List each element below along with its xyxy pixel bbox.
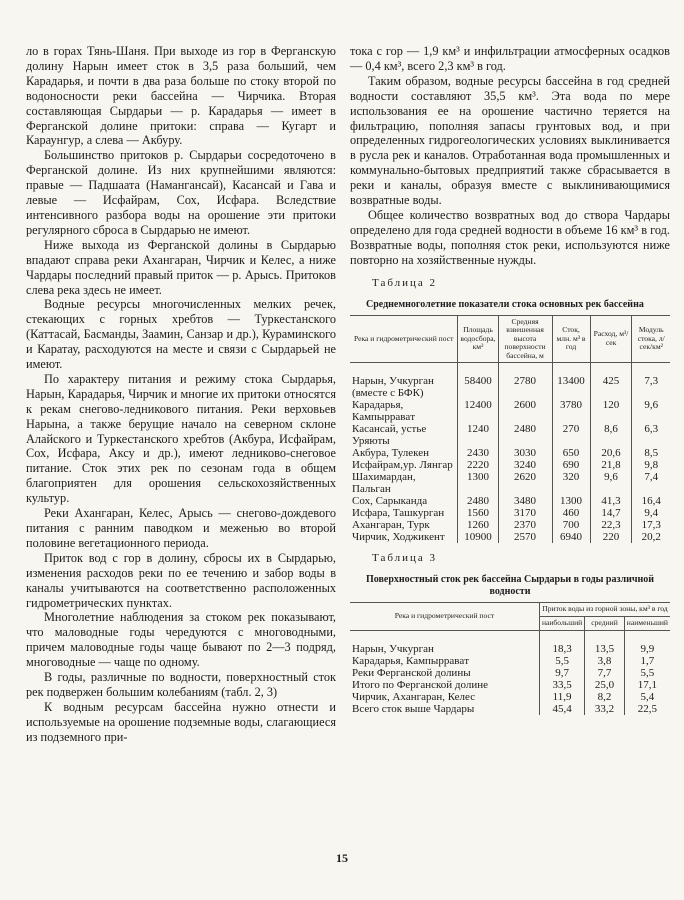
area-cell: 2220 bbox=[458, 459, 498, 471]
high-cell: 11,9 bbox=[539, 691, 584, 703]
low-cell: 5,4 bbox=[624, 691, 670, 703]
left-text-column bbox=[26, 44, 336, 745]
table-row bbox=[350, 655, 670, 667]
area-cell: 2430 bbox=[458, 447, 498, 459]
table-row bbox=[350, 495, 670, 507]
height-cell: 3170 bbox=[498, 507, 552, 519]
module-cell: 8,5 bbox=[632, 447, 670, 459]
river-name-cell: Карадарья, Кампырравaт bbox=[352, 654, 470, 667]
river-name-cell: Чирчик, Ходжикент bbox=[352, 531, 445, 544]
mid-cell: 33,2 bbox=[585, 703, 625, 715]
flow-cell: 460 bbox=[552, 507, 590, 519]
high-cell: 45,4 bbox=[539, 703, 584, 715]
paragraph: ло в горах Тянь-Шаня. При выходе из гор в Ферганскую долину Нарын имеет сток в 3,5 раза больший, чем Карадарья, и почти в два раза больше по стоку второй по водоносности реки бассейна — Чирчика. Вторая составляющая Сырдарьи — р. Карадарья — имеет в Ферганской долине притоки: справа — Кугарт и Караунгур, а слева — Акбуру. bbox=[26, 44, 336, 148]
flow-cell: 690 bbox=[552, 459, 590, 471]
river-name-cell: Нарын, Учкурган (вместе с БФК) bbox=[352, 375, 434, 400]
table3-header-river: Река и гидрометрический пост bbox=[350, 603, 539, 630]
flow-cell: 650 bbox=[552, 447, 590, 459]
table-row bbox=[350, 703, 670, 715]
table-row bbox=[350, 679, 670, 691]
river-name-cell: Реки Ферганской долины bbox=[352, 666, 471, 679]
paragraph: тока с гор — 1,9 км³ и инфильтрации атмосферных осадков — 0,4 км³, всего 2,3 км³ в год. bbox=[350, 44, 670, 73]
river-name-cell: Карадарья, Кампырравaт bbox=[352, 399, 416, 424]
height-cell: 2480 bbox=[498, 423, 552, 447]
paragraph: Реки Ахангаран, Келес, Арысь — снегово-дождевого питания с ранним паводком и меженью во второй половине вегетационного периода. bbox=[26, 506, 336, 550]
mid-cell: 7,7 bbox=[585, 667, 625, 679]
paragraph: В годы, различные по водности, поверхностный сток рек подвержен большим колебаниям (табл. 2, 3) bbox=[26, 670, 336, 699]
module-cell: 7,4 bbox=[632, 471, 670, 495]
table3-header-group: Приток воды из горной зоны, км³ в год bbox=[539, 603, 670, 617]
area-cell: 1240 bbox=[458, 423, 498, 447]
high-cell: 9,7 bbox=[539, 667, 584, 679]
table-row bbox=[350, 471, 670, 495]
table-row bbox=[350, 459, 670, 471]
river-name-cell: Касансай, устье Уряюты bbox=[352, 423, 427, 448]
module-cell: 7,3 bbox=[632, 363, 670, 400]
discharge-cell: 8,6 bbox=[590, 423, 632, 447]
discharge-cell: 220 bbox=[590, 531, 632, 543]
river-name-cell: Итого по Ферганской долине bbox=[352, 678, 488, 691]
height-cell: 2370 bbox=[498, 519, 552, 531]
paragraph: Таким образом, водные ресурсы бассейна в год средней водности составляют 35,5 км³. Эта вода по мере использования ее на орошение частично теряется на фильтрацию, пополняя запасы грунтовых вод, и при определенных гидрогеологических условиях выклинивается в русла рек и каналов. Отработанная вода промышленных и коммунально-бытовых предприятий также сбрасывается в реки и каналы, образуя вместе с выклинивающимися возвратные воды. bbox=[350, 73, 670, 208]
river-name-cell: Сох, Сарыканда bbox=[352, 495, 428, 508]
discharge-cell: 14,7 bbox=[590, 507, 632, 519]
table-row bbox=[350, 447, 670, 459]
discharge-cell: 120 bbox=[590, 399, 632, 423]
table2-label: Таблица 2 bbox=[372, 276, 438, 289]
area-cell: 2480 bbox=[458, 495, 498, 507]
flow-cell: 270 bbox=[552, 423, 590, 447]
height-cell: 2780 bbox=[498, 363, 552, 400]
table-row bbox=[350, 519, 670, 531]
low-cell: 22,5 bbox=[624, 703, 670, 715]
paragraph: Приток вод с гор в долину, сбросы их в Сырдарью, изменения расходов реки по ее течению и забор воды в каналы учитываются на соответственно расположенных гидрометрических пунктах. bbox=[26, 550, 336, 610]
module-cell: 20,2 bbox=[632, 531, 670, 543]
area-cell: 58400 bbox=[458, 363, 498, 400]
area-cell: 1300 bbox=[458, 471, 498, 495]
discharge-cell: 425 bbox=[590, 363, 632, 400]
table3-body bbox=[350, 630, 670, 715]
table2-header-module: Модуль стока, л/сек/км² bbox=[632, 315, 670, 363]
table3-header-mid: средний bbox=[585, 616, 625, 630]
table2-header-area: Площадь водосбора, км² bbox=[458, 315, 498, 363]
table2 bbox=[350, 315, 670, 544]
river-name-cell: Исфайрам,ур. Лянгар bbox=[352, 459, 453, 472]
module-cell: 6,3 bbox=[632, 423, 670, 447]
module-cell: 16,4 bbox=[632, 495, 670, 507]
module-cell: 9,6 bbox=[632, 399, 670, 423]
module-cell: 9,4 bbox=[632, 507, 670, 519]
paragraph: К водным ресурсам бассейна нужно отнести и используемые на орошение подземные воды, слагающиеся из подземного при- bbox=[26, 699, 336, 744]
table-row bbox=[350, 423, 670, 447]
height-cell: 2600 bbox=[498, 399, 552, 423]
flow-cell: 3780 bbox=[552, 399, 590, 423]
river-name-cell: Всего сток выше Чардары bbox=[352, 702, 475, 715]
river-name-cell: Акбура, Тулекен bbox=[352, 447, 429, 460]
table2-header-discharge: Расход, м³/сек bbox=[590, 315, 632, 363]
low-cell: 5,5 bbox=[624, 667, 670, 679]
flow-cell: 6940 bbox=[552, 531, 590, 543]
mid-cell: 8,2 bbox=[585, 691, 625, 703]
paragraph: По характеру питания и режиму стока Сырдарья, Нарын, Карадарья, Чирчик и многие их притоки относятся к рекам снегово-ледникового питания. Реки верховьев Нарына, а также берущие начало на северном склоне Алайского и Туркестанского хребтов (Акбура, Исфайрам, Сох, Исфара, Аксу и др.), имеют ледниково-снеговое питание. Сток этих рек по сезонам года в общем благоприятен для орошения сельскохозяйственных культур. bbox=[26, 371, 336, 506]
low-cell: 17,1 bbox=[624, 679, 670, 691]
low-cell: 9,9 bbox=[624, 630, 670, 655]
height-cell: 2570 bbox=[498, 531, 552, 543]
height-cell: 3030 bbox=[498, 447, 552, 459]
table-row bbox=[350, 363, 670, 400]
paragraph: Многолетние наблюдения за стоком рек показывают, что маловодные годы чередуются с многоводными, причем маловодные годы чаще бывают по 2—3 подряд, многоводные — чаще по одному. bbox=[26, 610, 336, 670]
low-cell: 1,7 bbox=[624, 655, 670, 667]
table-row bbox=[350, 691, 670, 703]
table-row bbox=[350, 630, 670, 655]
table3 bbox=[350, 602, 670, 714]
table3-header-row bbox=[350, 603, 670, 617]
height-cell: 3480 bbox=[498, 495, 552, 507]
table3-caption: Поверхностный сток рек бассейна Сырдарьи в годы различной водности bbox=[365, 574, 655, 598]
discharge-cell: 20,6 bbox=[590, 447, 632, 459]
area-cell: 1260 bbox=[458, 519, 498, 531]
table2-header-flow: Сток, млн. м³ в год bbox=[552, 315, 590, 363]
height-cell: 2620 bbox=[498, 471, 552, 495]
discharge-cell: 21,8 bbox=[590, 459, 632, 471]
high-cell: 5,5 bbox=[539, 655, 584, 667]
area-cell: 1560 bbox=[458, 507, 498, 519]
area-cell: 12400 bbox=[458, 399, 498, 423]
table-row bbox=[350, 399, 670, 423]
module-cell: 9,8 bbox=[632, 459, 670, 471]
table3-label: Таблица 3 bbox=[372, 552, 438, 565]
mid-cell: 13,5 bbox=[585, 630, 625, 655]
flow-cell: 700 bbox=[552, 519, 590, 531]
table2-header-height: Средняя взвешенная высота поверхности бассейна, м bbox=[498, 315, 552, 363]
module-cell: 17,3 bbox=[632, 519, 670, 531]
paragraph: Ниже выхода из Ферганской долины в Сырдарью впадают справа реки Ахангаран, Чирчик и Келес, а ниже Чардары последний правый приток — р. Арысь. Притоков слева река здесь не имеет. bbox=[26, 237, 336, 297]
table2-body bbox=[350, 363, 670, 544]
river-name-cell: Ахангаран, Турк bbox=[352, 519, 430, 532]
discharge-cell: 22,3 bbox=[590, 519, 632, 531]
river-name-cell: Исфара, Ташкурган bbox=[352, 507, 445, 520]
river-name-cell: Чирчик, Ахангаран, Келес bbox=[352, 690, 476, 703]
river-name-cell: Шахимардан, Пальган bbox=[352, 471, 416, 496]
river-name-cell: Нарын, Учкурган bbox=[352, 642, 434, 655]
high-cell: 18,3 bbox=[539, 630, 584, 655]
paragraph: Водные ресурсы многочисленных мелких речек, стекающих с горных хребтов — Туркестанского (Каттасай, Басманды, Заамин, Санзар и др.), Кураминского и Каратау, расходуются на месте и связи с Сырдарьей не имеют. bbox=[26, 297, 336, 372]
flow-cell: 13400 bbox=[552, 363, 590, 400]
table2-header-row bbox=[350, 315, 670, 363]
area-cell: 10900 bbox=[458, 531, 498, 543]
height-cell: 3240 bbox=[498, 459, 552, 471]
discharge-cell: 41,3 bbox=[590, 495, 632, 507]
table2-header-river: Река и гидрометрический пост bbox=[350, 315, 458, 363]
table3-header-low: наименьший bbox=[624, 616, 670, 630]
paragraph: Общее количество возвратных вод до створа Чардары определено для года средней водности в объеме 16 км³ в год. Возвратные воды, пополняя сток реки, используются ниже повторно на хозяйственные нужды. bbox=[350, 207, 670, 267]
table-row bbox=[350, 507, 670, 519]
high-cell: 33,5 bbox=[539, 679, 584, 691]
discharge-cell: 9,6 bbox=[590, 471, 632, 495]
right-text-column bbox=[350, 44, 670, 715]
page-number: 15 bbox=[336, 851, 348, 865]
flow-cell: 320 bbox=[552, 471, 590, 495]
mid-cell: 25,0 bbox=[585, 679, 625, 691]
mid-cell: 3,8 bbox=[585, 655, 625, 667]
table-row bbox=[350, 667, 670, 679]
paragraph: Большинство притоков р. Сырдарьи сосредоточено в Ферганской долине. Из них крупнейшими являются: правые — Падшаата (Наманганcай), Касансай и Гава и левые — Исфайрам, Сох, Исфара. Вследствие интенсивного разбора воды на орошение эти притоки регулярного сброса в Сырдарью не имеют. bbox=[26, 148, 336, 237]
table3-header-high: наибольший bbox=[539, 616, 584, 630]
table2-caption: Среднемноголетние показатели стока основных рек бассейна bbox=[366, 298, 644, 310]
table-row bbox=[350, 531, 670, 543]
flow-cell: 1300 bbox=[552, 495, 590, 507]
